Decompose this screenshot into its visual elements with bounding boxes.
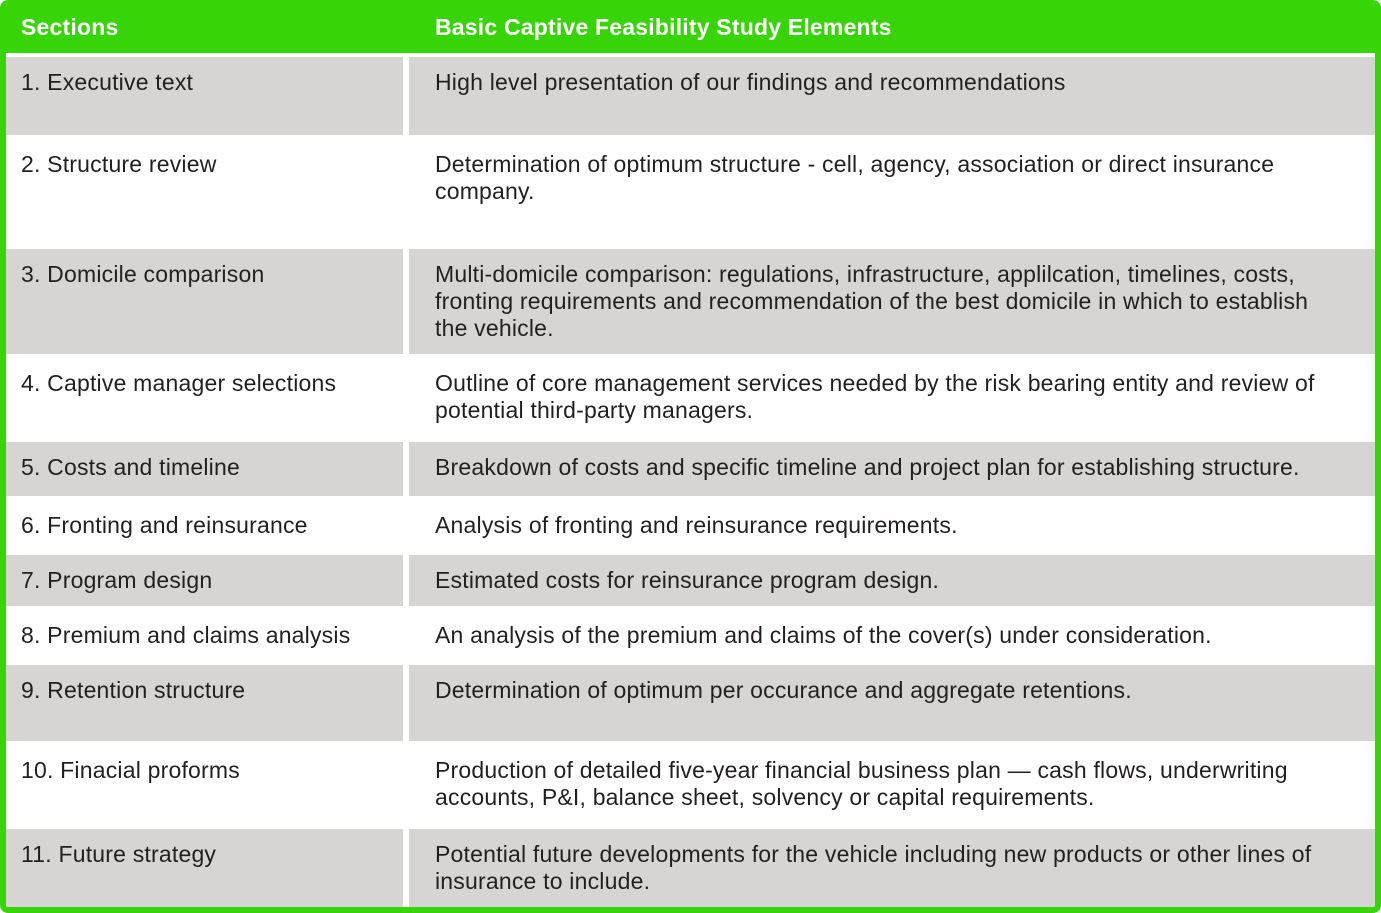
- table-header-row: [6, 0, 1375, 53]
- header-elements: Basic Captive Feasibility Study Elements: [435, 14, 892, 40]
- table-row: [6, 500, 1375, 551]
- description-cell: Potential future developments for the vehicle including new products or other lines of insurance to include.: [409, 829, 1375, 907]
- table-row: [6, 610, 1375, 661]
- header-sections: Sections: [21, 14, 119, 40]
- section-cell: 10. Finacial proforms: [6, 745, 403, 825]
- description-cell: Outline of core management services needed by the risk bearing entity and review of potential third-party managers.: [409, 358, 1375, 438]
- table-row: [6, 745, 1375, 825]
- section-cell: 3. Domicile comparison: [6, 249, 403, 354]
- description-cell: Multi-domicile comparison: regulations, infrastructure, applilcation, timelines, costs, fronting requirements and recommendation of the best domicile in which to establish the vehicle.: [409, 249, 1375, 354]
- table-row: [6, 555, 1375, 606]
- description-cell: Determination of optimum per occurance and aggregate retentions.: [409, 665, 1375, 741]
- table-row: [6, 665, 1375, 741]
- section-cell: 11. Future strategy: [6, 829, 403, 907]
- description-cell: An analysis of the premium and claims of the cover(s) under consideration.: [409, 610, 1375, 661]
- description-cell: Production of detailed five-year financial business plan — cash flows, underwriting accounts, P&I, balance sheet, solvency or capital requirements.: [409, 745, 1375, 825]
- table-row: [6, 57, 1375, 135]
- section-cell: 9. Retention structure: [6, 665, 403, 741]
- description-cell: Determination of optimum structure - cell, agency, association or direct insurance company.: [409, 139, 1375, 245]
- section-cell: 8. Premium and claims analysis: [6, 610, 403, 661]
- section-cell: 6. Fronting and reinsurance: [6, 500, 403, 551]
- description-cell: Estimated costs for reinsurance program design.: [409, 555, 1375, 606]
- section-cell: 1. Executive text: [6, 57, 403, 135]
- section-cell: 2. Structure review: [6, 139, 403, 245]
- table-row: [6, 829, 1375, 907]
- description-cell: High level presentation of our findings and recommendations: [409, 57, 1375, 135]
- table-row: [6, 442, 1375, 496]
- section-cell: 5. Costs and timeline: [6, 442, 403, 496]
- table-row: [6, 358, 1375, 438]
- description-cell: Breakdown of costs and specific timeline and project plan for establishing structure.: [409, 442, 1375, 496]
- table-row: [6, 249, 1375, 354]
- section-cell: 4. Captive manager selections: [6, 358, 403, 438]
- table-row: [6, 139, 1375, 245]
- description-cell: Analysis of fronting and reinsurance requirements.: [409, 500, 1375, 551]
- section-cell: 7. Program design: [6, 555, 403, 606]
